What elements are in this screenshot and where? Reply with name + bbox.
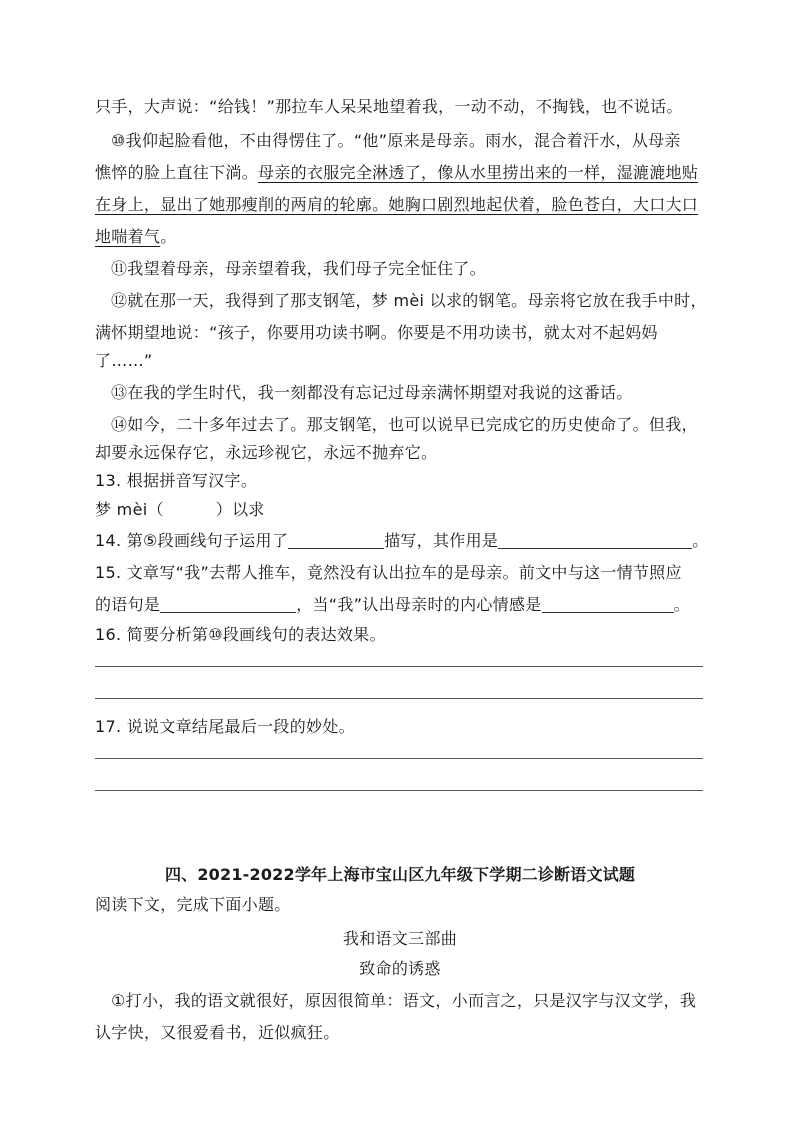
answer-line-16-1[interactable] [95, 666, 703, 667]
article-paragraph-1-line-2: 认字快，又很爱看书，近似疯狂。 [95, 1023, 340, 1042]
question-15-part-3: 。 [673, 595, 690, 614]
question-14 [95, 530, 709, 552]
paragraph-10-tail: 。 [160, 227, 177, 246]
question-13-suffix: ）以求 [215, 500, 265, 519]
paragraph-10-line-3 [95, 194, 705, 216]
paragraph-10-line-2 [95, 162, 705, 184]
paragraph-11: ⑪我望着母亲，母亲望着我，我们母子完全怔住了。 [111, 259, 486, 278]
answer-blank-15-1[interactable] [160, 596, 296, 613]
underlined-sentence: 地喘着气 [95, 227, 161, 246]
question-13-item [95, 499, 705, 521]
question-17: 17. 说说文章结尾最后一段的妙处。 [95, 717, 355, 736]
article-paragraph-1-line-1: ①打小，我的语文就很好，原因很简单：语文，小而言之，只是汉字与汉文学，我 [111, 991, 697, 1010]
question-13: 13. 根据拼音写汉字。 [95, 471, 258, 490]
question-13-prefix: 梦 mèi（ [95, 500, 164, 519]
question-15-line-1: 15. 文章写“我”去帮人推车，竟然没有认出拉车的是母亲。前文中与这一情节照应 [95, 563, 682, 582]
paragraph-14-line-1: ⑭如今，二十多年过去了。那支钢笔，也可以说早已完成它的历史使命了。但我， [111, 415, 698, 434]
passage-line: 只手，大声说：“给钱！”那拉车人呆呆地望着我，一动不动，不掏钱，也不说话。 [95, 97, 683, 116]
paragraph-10-line-4 [95, 226, 705, 248]
answer-line-17-2[interactable] [95, 790, 703, 791]
paragraph-10-line-1: ⑩我仰起脸看他，不由得愣住了。“他”原来是母亲。雨水，混合着汗水，从母亲 [111, 131, 681, 150]
question-15-part-2: ，当“我”认出母亲时的内心情感是 [296, 595, 542, 614]
paragraph-12-line-2: 满怀期望地说：“孩子，你要用功读书啊。你要是不用功读书，就太对不起妈妈 [95, 323, 658, 342]
question-14-part-1: 14. 第⑤段画线句子运用了 [95, 531, 289, 550]
paragraph-13: ⑬在我的学生时代，我一刻都没有忘记过母亲满怀期望对我说的这番话。 [111, 383, 633, 402]
answer-blank-13[interactable] [164, 502, 216, 518]
question-14-part-2: 描写，其作用是 [384, 531, 499, 550]
answer-blank-14-1[interactable] [288, 532, 384, 549]
question-16: 16. 简要分析第⑩段画线句的表达效果。 [95, 625, 386, 644]
question-15-line-2 [95, 594, 705, 616]
question-15-part-1: 的语句是 [95, 595, 161, 614]
paragraph-10-text: 憔悴的脸上直往下淌。 [95, 163, 259, 182]
article-subtitle: 致命的诱惑 [359, 959, 441, 978]
underlined-sentence: 母亲的衣服完全淋透了，像从水里捞出来的一样，湿漉漉地贴 [258, 163, 699, 182]
answer-line-16-2[interactable] [95, 698, 703, 699]
answer-line-17-1[interactable] [95, 758, 703, 759]
paragraph-12-line-3: 了……” [95, 351, 153, 370]
question-14-part-3: 。 [692, 531, 709, 550]
paragraph-12-line-1: ⑫就在那一天，我得到了那支钢笔，梦 mèi 以求的钢笔。母亲将它放在我手中时， [111, 291, 707, 310]
section-heading: 四、2021-2022学年上海市宝山区九年级下学期二诊断语文试题 [164, 865, 636, 884]
answer-blank-14-2[interactable] [498, 532, 692, 549]
underlined-sentence: 在身上，显出了她那瘦削的两肩的轮廓。她胸口剧烈地起伏着，脸色苍白，大口大口 [95, 195, 699, 214]
article-title: 我和语文三部曲 [342, 929, 458, 948]
answer-blank-15-2[interactable] [542, 596, 674, 613]
reading-instruction: 阅读下文，完成下面小题。 [95, 895, 291, 914]
paragraph-14-line-2: 却要永远保存它，永远珍视它，永远不抛弃它。 [95, 443, 438, 462]
